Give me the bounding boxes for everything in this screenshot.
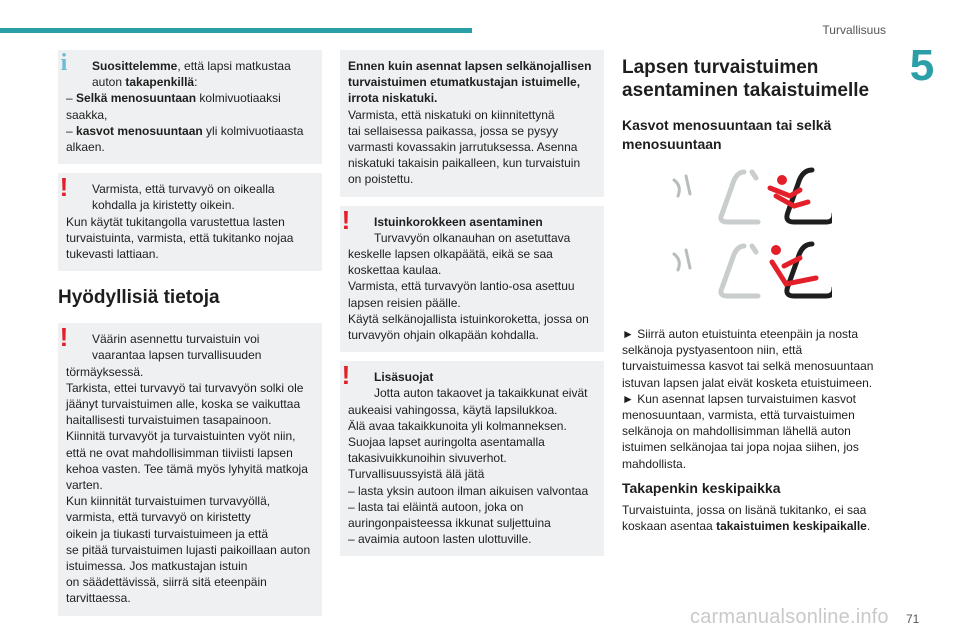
subheading-center-seat: Takapenkin keskipaikka — [622, 479, 781, 496]
column-left — [58, 50, 322, 625]
warning-exclamation-icon: ! — [341, 360, 351, 391]
info-rear-facing — [66, 90, 314, 122]
forward-facing-seat-illustration — [652, 166, 832, 232]
warning-exclamation-icon: ! — [59, 322, 69, 353]
info-text-4: yli kolmivuotiaasta alkaen. — [66, 123, 304, 155]
headrest-text: Varmista, että niskatuki on kiinnitettynä tai sellaisessa paikassa, jossa se pysyy varmasti kovassakin jarrutuksessa. Asenna niskatuki takaisin paikalleen, kun turvaistuin on poistettu. — [348, 107, 581, 187]
booster-first: Turvavyön olkanauhan on asetuttava — [374, 230, 571, 245]
info-text-3: kolmivuotiaaksi saakka, — [66, 91, 281, 122]
info-text-2b: : — [194, 75, 198, 90]
page-number: 71 — [906, 612, 920, 626]
info-bold-3: Selkä menosuuntaan — [76, 91, 197, 106]
warning-box-extra-protection — [340, 361, 604, 556]
center-seat-text-bold: takaistuimen keskipaikalle — [716, 519, 867, 534]
box-headrest — [340, 50, 604, 197]
warning-text-rest: Kun käytät tukitangolla varustettua lasten turvaistuinta, varmista, että tukitanko nojaa tukevasti lattiaan. — [66, 214, 294, 262]
info-bold-2: takapenkillä — [125, 75, 195, 90]
info-icon: i — [60, 50, 68, 76]
dash: – — [66, 123, 77, 138]
warning-text-first: Varmista, että turvavyö on oikealla kohdalla ja kiristetty oikein. — [92, 182, 275, 213]
warning-box-installation — [58, 323, 322, 615]
figures — [622, 166, 878, 316]
center-seat-text-pre: Turvaistuinta, jossa on lisänä tukitanko, ei saa koskaan asentaa — [622, 502, 867, 534]
column-right — [622, 50, 878, 534]
booster-text: keskelle lapsen olkapäätä, eikä se saa koskettaa kaulaa. Varmista, että turvavyön lantio-osa asettuu lapsen reisien päälle. Käytä selkänojallista istuinkoroketta, jossa on turvavyön ohjain olkapään kohdalla. — [348, 247, 589, 343]
rear-facing-seat-illustration — [652, 240, 832, 306]
info-bold-1: Suosittelemme — [92, 59, 178, 73]
warning-exclamation-icon: ! — [59, 172, 69, 203]
warning-text-rest: törmäyksessä. Tarkista, ettei turvavyö tai turvavyön solki ole jäänyt turvaistuimen alle, koska se vaikuttaa haitallisesti turvaistuimen tasapainoon. Kiinnitä turvavyöt ja turvaistuinten vyöt niin, että ne ovat mahdollisimman tiiviisti lapsen kehoa vasten. Tee tämä myös lyhyitä matkoja varten. Kun kiinnität turvaistuimen turvavyöllä, varmista, että turvavyö on kiristetty oikein ja tiukasti turvaistuimeen ja että se pitää turvaistuimen lujasti paikoillaan auton istuimessa. Jos matkustajan istuin on säädettävissä, siirrä sitä eteenpäin tarvittaessa. — [66, 364, 311, 606]
instructions-text: ► Siirrä auton etuistuinta eteenpäin ja nosta selkänoja pystyasentoon niin, että turvaistuimessa kasvot tai selkä menosuuntaan istuvan lapsen jalat eivät kosketa etuistuimeen. ► Kun asennat lapsen turvaistuimen kasvot menosuuntaan, varmista, että turvaistuimen selkänoja on mahdollisimman lähellä auton istuimen selkänojaa tai jopa nojaa siihen, jos mahdollista. — [622, 327, 874, 471]
info-bold-4: kasvot menosuuntaan — [76, 123, 203, 138]
extra-protection-title: Lisäsuojat — [374, 370, 434, 385]
warning-box-booster — [340, 206, 604, 353]
booster-title: Istuinkorokkeen asentaminen — [374, 214, 543, 229]
warning-text-first: Väärin asennettu turvaistuin voi vaarantaa lapsen turvallisuuden — [92, 332, 262, 363]
headrest-bold-text: Ennen kuin asennat lapsen selkänojallisen turvaistuimen etumatkustajan istuimelle, irrota niskatuki. — [348, 59, 592, 106]
info-box-recommendation — [58, 50, 322, 164]
center-seat-text-post: . — [866, 519, 871, 534]
extra-protection-text: aukeaisi vahingossa, käytä lapsilukkoa. Älä avaa takaikkunoita yli kolmanneksen. Suojaa lapset auringolta asentamalla takasivuikkunoihin sivuverhot. Turvallisuussyistä älä jätä – lasta yksin autoon ilman aikuisen valvontaa – lasta tai eläintä autoon, joka on auringonpaisteessa ikkunat suljettuina – avaimia autoon lasten ulottuville. — [348, 402, 589, 547]
section-title: Turvallisuus — [822, 23, 886, 37]
header-accent-bar — [0, 28, 472, 33]
section-heading-useful-info: Hyödyllisiä tietoja — [58, 287, 220, 309]
dash: – — [66, 91, 77, 106]
chapter-number: 5 — [909, 41, 935, 90]
info-text-2: auton — [92, 75, 126, 90]
center-seat-text — [622, 502, 878, 534]
extra-protection-first: Jotta auton takaovet ja takaikkunat eivät — [374, 386, 588, 401]
info-forward-facing — [66, 123, 314, 155]
watermark: carmanualsonline.info — [690, 606, 889, 628]
warning-exclamation-icon: ! — [341, 204, 351, 235]
main-heading: Lapsen turvaistuimen asentaminen takaistuimelle — [622, 57, 870, 101]
column-middle — [340, 50, 604, 565]
warning-box-belt — [58, 173, 322, 271]
info-text-1: , että lapsi matkustaa — [177, 59, 291, 73]
subheading-facing: Kasvot menosuuntaan tai selkä menosuuntaan — [622, 117, 832, 152]
